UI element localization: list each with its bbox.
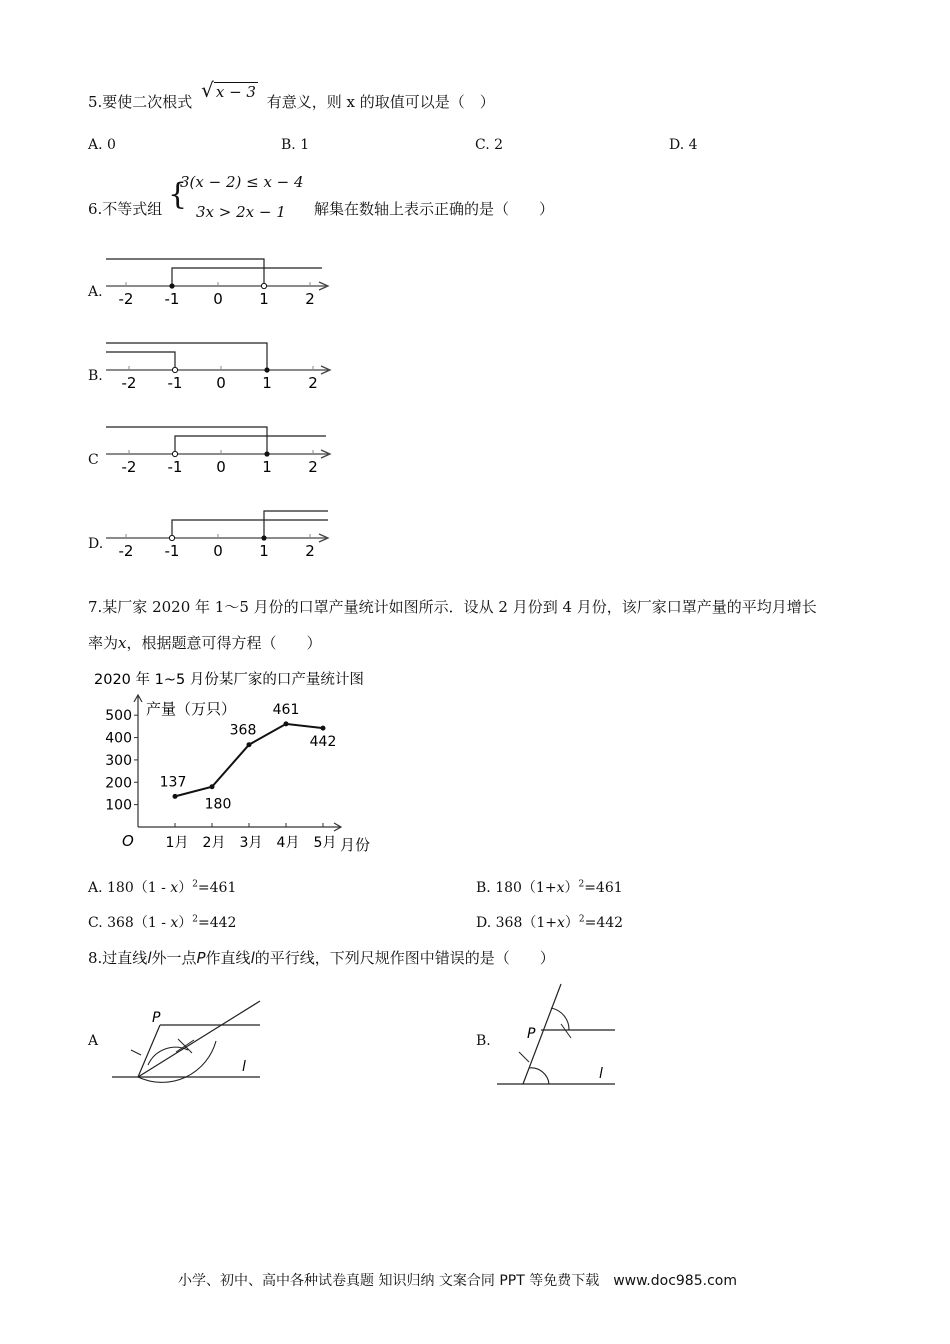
chart-series bbox=[160, 702, 337, 813]
q5-option-c[interactable]: C. 2 bbox=[475, 137, 504, 153]
x-tick-label: 5月 bbox=[313, 835, 337, 851]
tick-label: -2 bbox=[121, 374, 137, 392]
q7-opt-c-rhs: =442 bbox=[198, 915, 237, 931]
q7-opt-c-pre: C. 368（1 - bbox=[88, 915, 171, 931]
q6-numberline-c bbox=[100, 420, 340, 480]
q8-mid2: 作直线 bbox=[205, 949, 251, 967]
q5-stem-prefix: 5.要使二次根式 bbox=[88, 93, 193, 111]
q8-stem bbox=[88, 947, 555, 968]
fig-a-l: l bbox=[242, 1059, 246, 1075]
data-point bbox=[284, 721, 289, 726]
x-tick-label: 2月 bbox=[202, 835, 226, 851]
tick-label: -1 bbox=[167, 458, 183, 476]
q7-opt-a-var: x bbox=[170, 880, 179, 896]
q7-line2-a: 率为 bbox=[88, 634, 119, 652]
q7-opt-d-var: x bbox=[557, 915, 565, 931]
q7-option-b[interactable] bbox=[476, 877, 623, 897]
tick-label: 1 bbox=[262, 458, 272, 476]
q7-opt-d-exp: 2 bbox=[578, 914, 585, 925]
q7-opt-b-rhs: =461 bbox=[584, 880, 623, 896]
y-tick-label: 400 bbox=[105, 730, 132, 747]
x-tick-label: 3月 bbox=[239, 835, 263, 851]
q7-opt-c-exp: 2 bbox=[192, 914, 199, 925]
chart-title: 2020 年 1~5 月份某厂家的口产量统计图 bbox=[94, 672, 364, 688]
q7-line-chart bbox=[90, 664, 390, 860]
tick-label: -1 bbox=[164, 290, 180, 308]
data-label: 137 bbox=[159, 774, 187, 791]
y-tick-label: 500 bbox=[105, 708, 132, 725]
tick-label: 2 bbox=[308, 458, 318, 476]
tick-label: -1 bbox=[167, 374, 183, 392]
tick-label: 1 bbox=[259, 290, 269, 308]
data-point bbox=[321, 726, 326, 731]
q6-label-a[interactable]: A. bbox=[88, 284, 103, 300]
q8-figure-b bbox=[493, 980, 623, 1090]
q5-radicand: x − 3 bbox=[215, 83, 256, 101]
q7-line2-b: ，根据题意可得方程（ ） bbox=[126, 634, 322, 652]
tick-label: -2 bbox=[118, 290, 134, 308]
q7-opt-a-post: ） bbox=[178, 880, 193, 896]
q5-radical: √ x − 3 bbox=[201, 78, 256, 102]
tick-label: 1 bbox=[259, 542, 269, 560]
q6-numberline-d bbox=[100, 504, 340, 564]
q6-label-d[interactable]: D. bbox=[88, 536, 104, 552]
q7-var-x: x bbox=[118, 634, 127, 652]
q7-opt-d-rhs: =442 bbox=[584, 915, 624, 931]
q8-var-p: P bbox=[196, 949, 206, 967]
q6-label-c[interactable]: C bbox=[88, 452, 99, 468]
data-label: 368 bbox=[229, 722, 257, 739]
q6-suffix: 解集在数轴上表示正确的是（ ） bbox=[314, 200, 555, 218]
q8-suffix: 的平行线，下列尺规作图中错误的是（ ） bbox=[254, 949, 555, 967]
q8-var-l1: l bbox=[147, 949, 152, 967]
data-point bbox=[210, 784, 215, 789]
q7-option-c[interactable] bbox=[88, 912, 236, 932]
chart-ylabel: 产量（万只） bbox=[146, 700, 237, 718]
q6-prefix: 6.不等式组 bbox=[88, 200, 163, 218]
tick-label: 0 bbox=[213, 542, 223, 560]
q7-opt-d-pre: D. 368（1+ bbox=[476, 915, 557, 931]
q5-option-b[interactable]: B. 1 bbox=[281, 137, 310, 153]
tick-label: 2 bbox=[308, 374, 318, 392]
q5-stem-suffix: 有意义，则 x 的取值可以是（ ） bbox=[266, 93, 495, 111]
q8-prefix: 8.过直线 bbox=[88, 949, 148, 967]
q8-label-a[interactable]: A bbox=[88, 1033, 99, 1049]
q8-var-l2: l bbox=[250, 949, 255, 967]
y-tick-label: 200 bbox=[105, 775, 132, 792]
chart-yticks bbox=[105, 708, 138, 813]
y-tick-label: 300 bbox=[105, 752, 132, 769]
q7-opt-b-post: ） bbox=[564, 880, 579, 896]
tick-label: 0 bbox=[216, 374, 226, 392]
q6-numberline-a bbox=[100, 252, 340, 312]
q8-label-b[interactable]: B. bbox=[476, 1033, 491, 1049]
q7-opt-b-exp: 2 bbox=[578, 879, 585, 890]
fig-a-p: P bbox=[152, 1010, 161, 1026]
chart-origin: O bbox=[122, 832, 134, 850]
q8-mid1: 外一点 bbox=[151, 949, 197, 967]
tick-label: -2 bbox=[121, 458, 137, 476]
q5-stem bbox=[88, 78, 495, 112]
q7-option-d[interactable] bbox=[476, 912, 623, 932]
data-point bbox=[173, 794, 178, 799]
q7-opt-b-pre: B. 180（1+ bbox=[476, 880, 557, 896]
q5-option-a[interactable]: A. 0 bbox=[88, 137, 116, 153]
tick-label: 1 bbox=[262, 374, 272, 392]
fig-b-p: P bbox=[527, 1026, 536, 1042]
tick-label: 2 bbox=[305, 290, 315, 308]
q7-line1: 7.某厂家 2020 年 1～5 月份的口罩产量统计如图所示．设从 2 月份到 4 月份，该厂家口罩产量的平均月增长 bbox=[88, 598, 817, 616]
x-tick-label: 4月 bbox=[276, 835, 300, 851]
q5-option-d[interactable]: D. 4 bbox=[669, 137, 698, 153]
data-label: 461 bbox=[272, 701, 300, 718]
data-label: 180 bbox=[204, 796, 232, 813]
q6-ineq-1: 3(x − 2) ≤ x − 4 bbox=[180, 173, 304, 191]
tick-label: 0 bbox=[216, 458, 226, 476]
chart-xlabel: 月份 bbox=[340, 836, 371, 854]
q7-line2 bbox=[88, 632, 322, 653]
q6-numberline-b bbox=[100, 336, 340, 396]
data-label: 442 bbox=[309, 734, 337, 751]
q6-label-b[interactable]: B. bbox=[88, 368, 103, 384]
q7-opt-c-post: ） bbox=[178, 915, 193, 931]
data-point bbox=[247, 742, 252, 747]
q7-option-a[interactable] bbox=[88, 877, 236, 897]
x-tick-label: 1月 bbox=[165, 835, 189, 851]
q6-brace: { bbox=[168, 177, 188, 212]
y-tick-label: 100 bbox=[105, 797, 132, 814]
q7-opt-a-rhs: =461 bbox=[197, 880, 237, 896]
q7-opt-b-var: x bbox=[556, 880, 565, 896]
tick-label: 0 bbox=[213, 290, 223, 308]
q6-ineq-2: 3x > 2x − 1 bbox=[196, 203, 286, 221]
tick-label: 2 bbox=[305, 542, 315, 560]
tick-label: -1 bbox=[164, 542, 180, 560]
page-footer: 小学、初中、高中各种试卷真题 知识归纳 文案合同 PPT 等免费下载 www.doc985.com bbox=[178, 1273, 737, 1289]
q7-opt-d-post: ） bbox=[564, 915, 579, 931]
tick-label: -2 bbox=[118, 542, 134, 560]
q7-opt-a-exp: 2 bbox=[192, 879, 198, 890]
fig-b-l: l bbox=[599, 1066, 603, 1082]
q7-opt-a-pre: A. 180（1 - bbox=[88, 880, 171, 896]
q7-opt-c-var: x bbox=[170, 915, 179, 931]
q8-figure-a bbox=[108, 995, 268, 1090]
